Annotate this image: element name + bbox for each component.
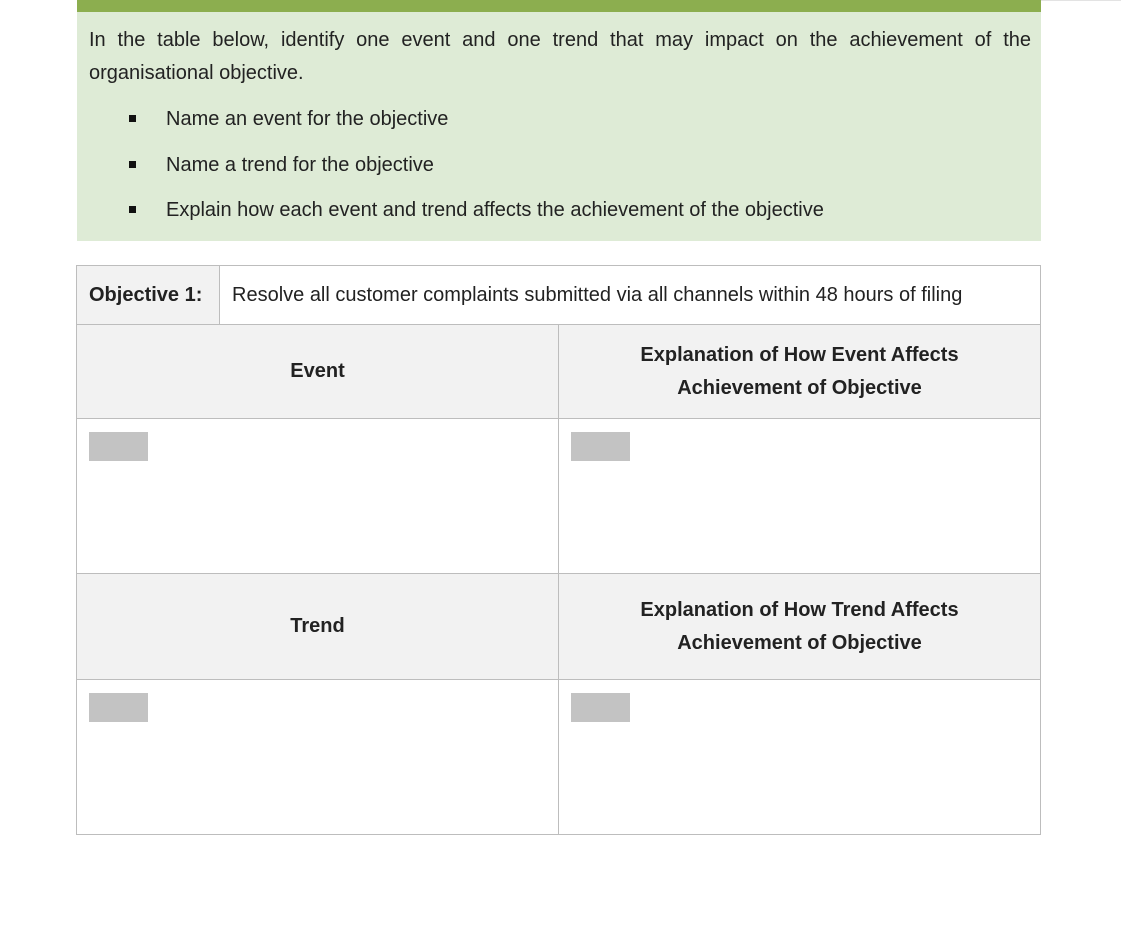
square-bullet-icon bbox=[129, 161, 136, 168]
square-bullet-icon bbox=[129, 206, 136, 213]
objective-text: Resolve all customer complaints submitted via all channels within 48 hours of filing bbox=[232, 284, 963, 306]
trend-input[interactable] bbox=[89, 693, 148, 722]
table-row bbox=[77, 573, 1040, 679]
event-entry-cell bbox=[77, 419, 558, 573]
instructions-accent-bar bbox=[77, 0, 1041, 12]
event-trend-table bbox=[76, 324, 1041, 835]
bullet-text: Explain how each event and trend affects the achievement of the objective bbox=[166, 199, 824, 221]
table-row bbox=[77, 418, 1040, 573]
event-header-cell bbox=[77, 325, 558, 418]
trend-explanation-header-cell bbox=[558, 574, 1040, 679]
event-explanation-entry-cell bbox=[558, 419, 1040, 573]
event-explanation-header: Explanation of How Event Affects Achievement of Objective bbox=[640, 343, 959, 399]
trend-explanation-header: Explanation of How Trend Affects Achievement of Objective bbox=[640, 598, 959, 654]
event-input[interactable] bbox=[89, 432, 148, 461]
instructions-intro: In the table below, identify one event and one trend that may impact on the achievement of the organisational objective. bbox=[89, 29, 1031, 84]
event-explanation-input[interactable] bbox=[571, 432, 630, 461]
trend-header: Trend bbox=[290, 615, 345, 637]
objective-row bbox=[76, 265, 1041, 325]
page-top-edge bbox=[1041, 0, 1121, 1]
bullet-text: Name a trend for the objective bbox=[166, 153, 434, 176]
trend-header-cell bbox=[77, 574, 558, 679]
event-explanation-header-cell bbox=[558, 325, 1040, 418]
square-bullet-icon bbox=[129, 115, 136, 122]
table-row bbox=[77, 679, 1040, 834]
bullet-text: Name an event for the objective bbox=[166, 108, 449, 130]
objective-label: Objective 1: bbox=[77, 266, 220, 325]
trend-explanation-input[interactable] bbox=[571, 693, 630, 722]
trend-explanation-entry-cell bbox=[558, 680, 1040, 834]
event-header: Event bbox=[290, 360, 345, 382]
trend-entry-cell bbox=[77, 680, 558, 834]
instructions-panel bbox=[77, 0, 1041, 241]
table-row bbox=[77, 325, 1040, 418]
